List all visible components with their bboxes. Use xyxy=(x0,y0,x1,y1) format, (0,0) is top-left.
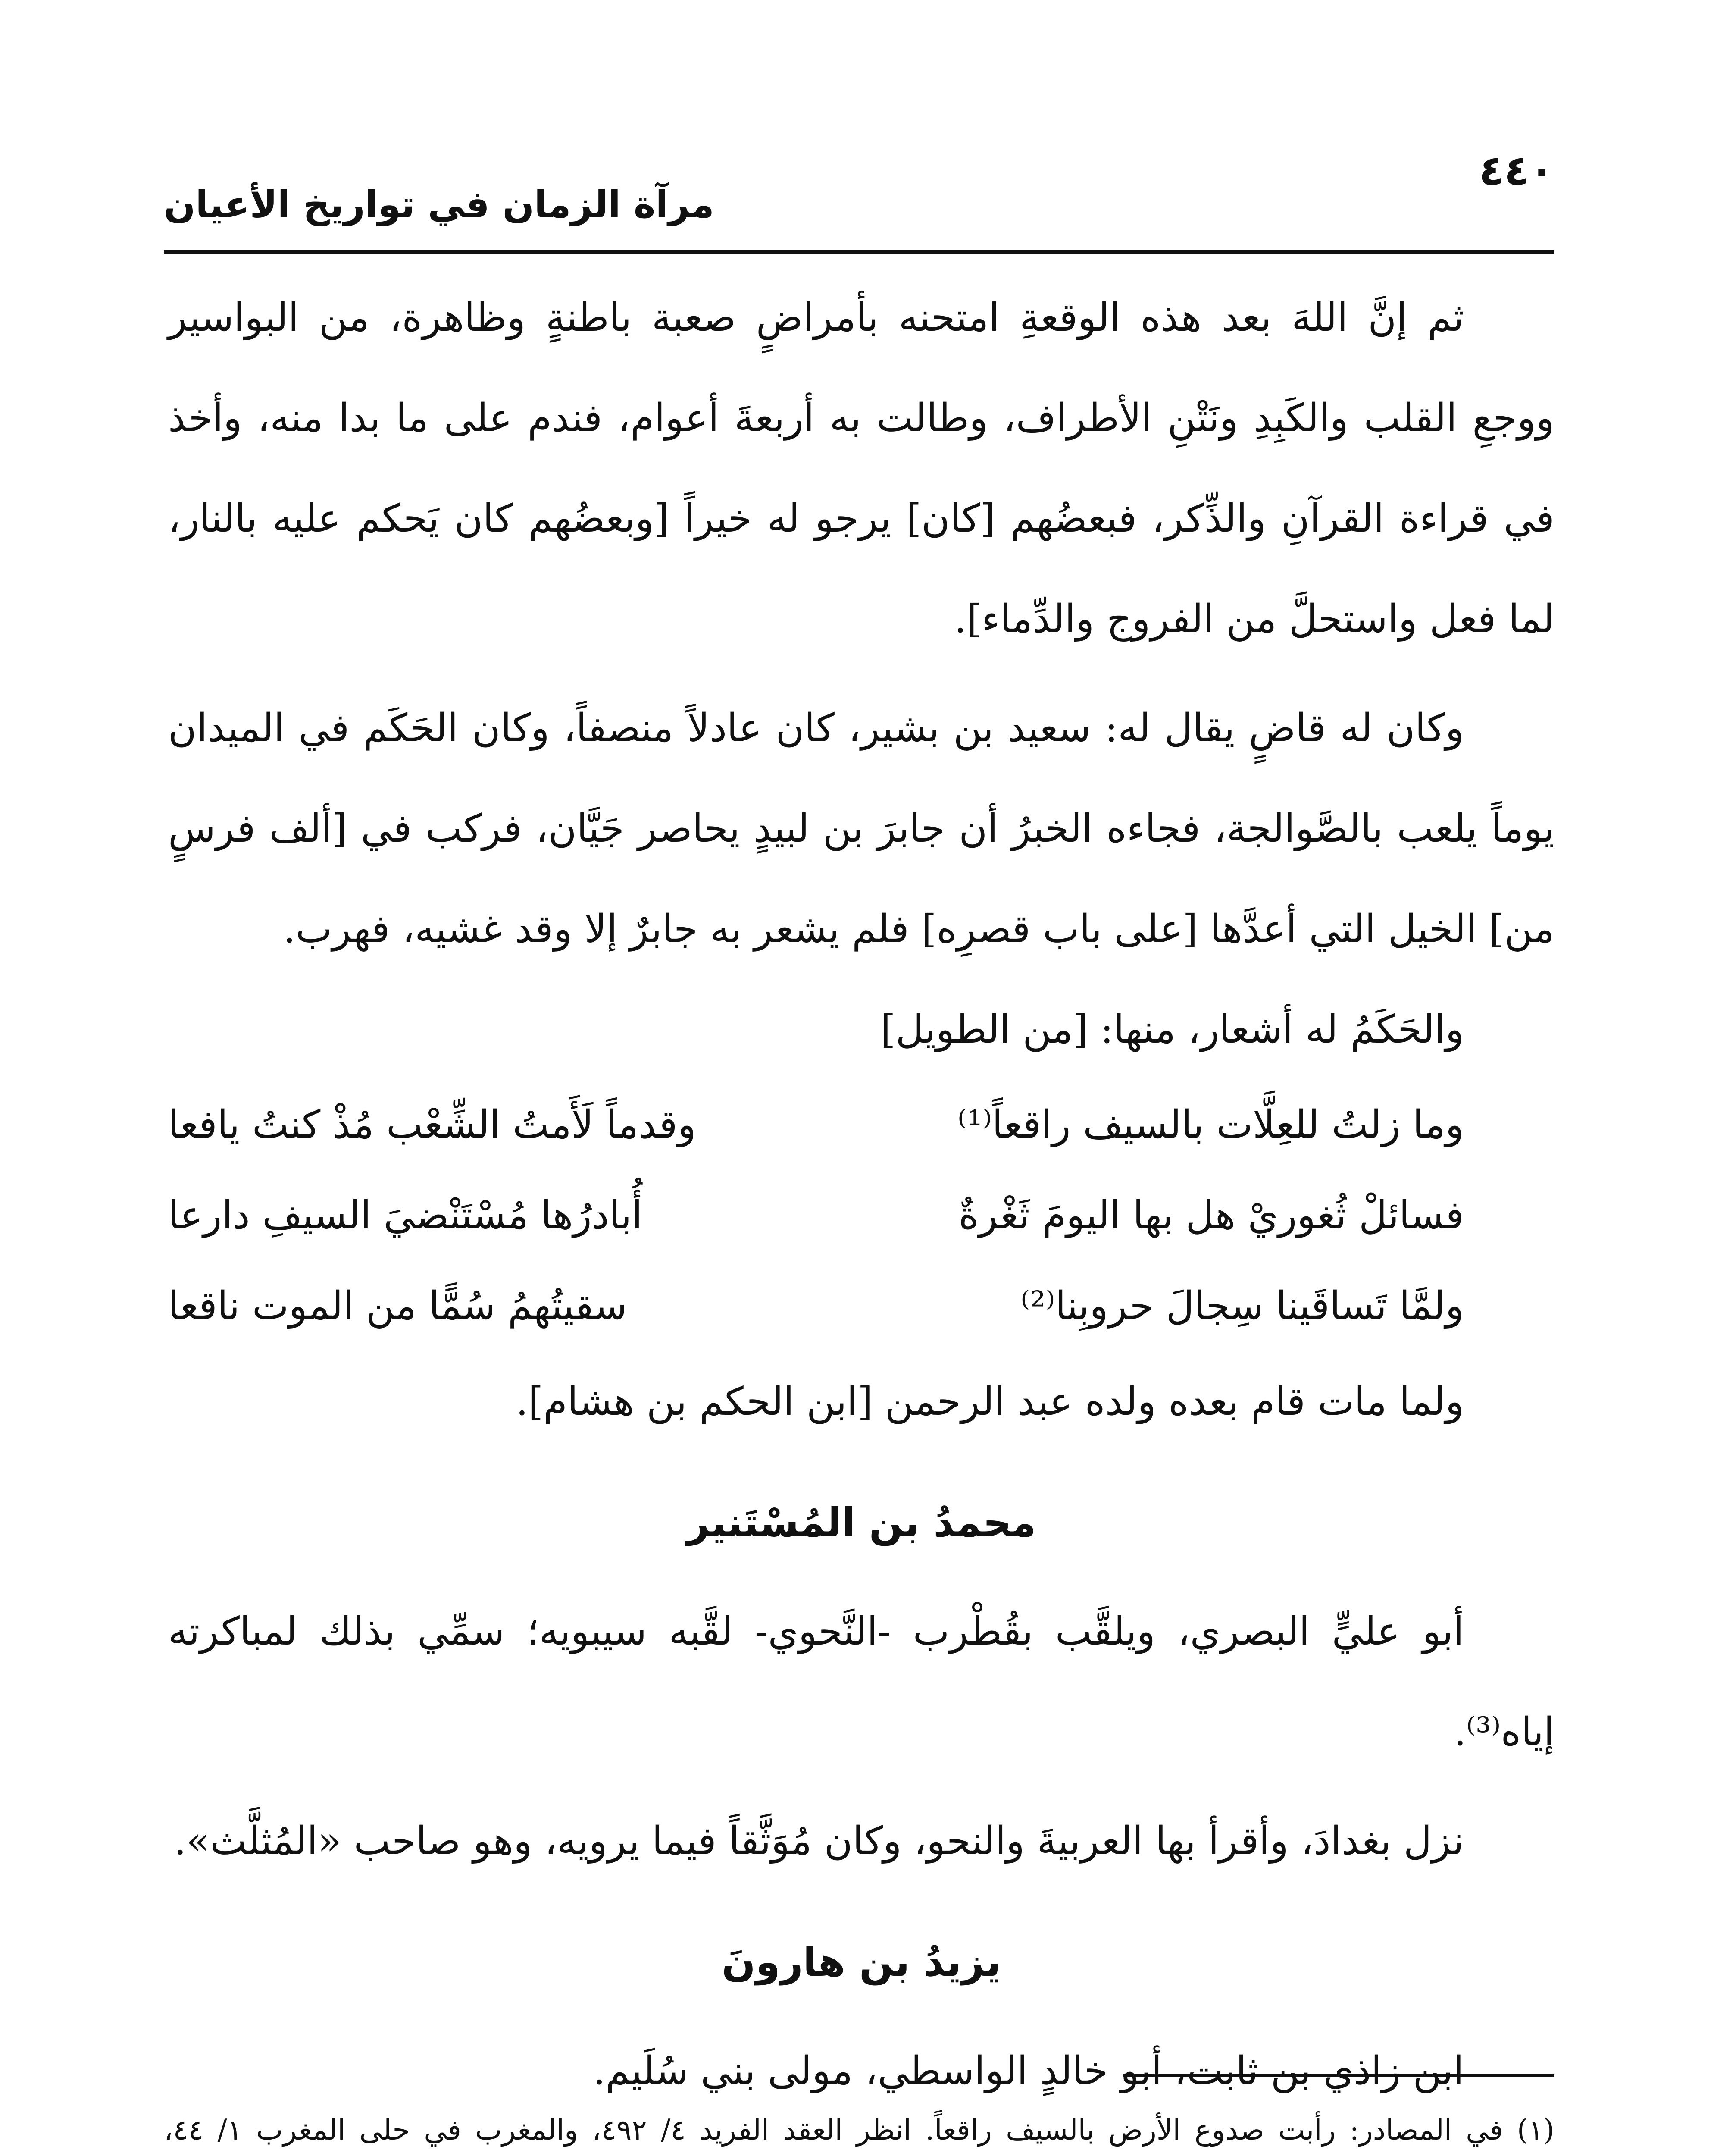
verse xyxy=(168,1170,1554,1261)
footnote: (١) في المصادر: رأبت صدوع الأرض بالسيف راقعاً. انظر العقد الفريد ٤/ ٤٩٢، والمغرب في حلى المغرب ١/ ٤٤، xyxy=(164,2113,1555,2147)
paragraph-qadi: وكان له قاضٍ يقال له: سعيد بن بشير، كان عادلاً منصفاً، وكان الحَكَم في الميدان يوماً يلعب بالصَّوالجة، فجاءه الخبرُ أن جابرَ بن لبيدٍ يحاصر جَيَّان، فركب في [ألف فرسٍ من] الخيل التي أعدَّها [على باب قصرِه] فلم يشعر به جابرٌ إلا وقد غشيه، فهرب. xyxy=(168,705,1554,952)
paragraph-succession: ولما مات قام بعده ولده عبد الرحمن [ابن الحكم بن هشام]. xyxy=(516,1379,1464,1424)
footnote-divider xyxy=(1123,2074,1554,2077)
running-title: مرآة الزمان في تواريخ الأعيان xyxy=(164,183,714,226)
poem xyxy=(168,1080,1554,1351)
biography-heading: يزيدُ بن هارونَ xyxy=(722,1939,1001,1985)
verse xyxy=(168,1080,1554,1170)
verse-first-hemistich: ولمَّا تَساقَينا سِجالَ حروبِنا⁽²⁾ xyxy=(1020,1283,1464,1329)
paragraph-illness: ثم إنَّ اللهَ بعد هذه الوقعةِ امتحنه بأمراضٍ صعبة باطنةٍ وظاهرة، من البواسير ووجعِ القلب والكَبِدِ ونَتْنِ الأطراف، وطالت به أربعةَ أعوام، فندم على ما بدا منه، وأخذ في قراءة القرآنِ والذِّكر، فبعضُهم [كان] يرجو له خيراً [وبعضُهم كان يَحكم عليه بالنار، لما فعل واستحلَّ من الفروج والدِّماء]. xyxy=(168,295,1554,642)
page-number: ٤٤٠ xyxy=(1479,146,1554,194)
paragraph-yazid: ابن زاذي بن ثابت، أبو خالدٍ الواسطي، مولى بني سُلَيم. xyxy=(593,2048,1464,2093)
footnotes xyxy=(164,2096,1554,2156)
poem-intro: والحَكَمُ له أشعار، منها: [من الطويل] xyxy=(880,1007,1464,1052)
paragraph-baghdad: نزل بغدادَ، وأقرأ بها العربيةَ والنحو، وكان مُوَثَّقاً فيما يرويه، وهو صاحب «المُثلَّث». xyxy=(174,1818,1464,1864)
verse xyxy=(168,1261,1554,1351)
verse-first-hemistich: وما زلتُ للعِلَّات بالسيف راقعاً⁽¹⁾ xyxy=(957,1102,1464,1147)
verse-second-hemistich: أُبادرُها مُسْتَنْضيَ السيفِ دارعا xyxy=(168,1193,643,1238)
verse-second-hemistich: وقدماً لَأَمتُ الشِّعْب مُذْ كنتُ يافعا xyxy=(168,1102,696,1147)
main-text xyxy=(168,267,1554,2121)
verse-second-hemistich: سقيتُهمُ سُمًّا من الموت ناقعا xyxy=(168,1283,627,1329)
biography-heading: محمدُ بن المُسْتَنير xyxy=(686,1500,1036,1546)
verse-first-hemistich: فسائلْ ثُغوريْ هل بها اليومَ ثَغْرةٌ xyxy=(958,1193,1464,1238)
page-header xyxy=(164,142,1554,259)
header-divider xyxy=(164,250,1554,254)
paragraph-qutrub: أبو عليٍّ البصري، ويلقَّب بقُطْرب -النَّحوي- لقَّبه سيبويه؛ سمِّي بذلك لمباكرته إياه⁽³⁾. xyxy=(168,1609,1554,1755)
